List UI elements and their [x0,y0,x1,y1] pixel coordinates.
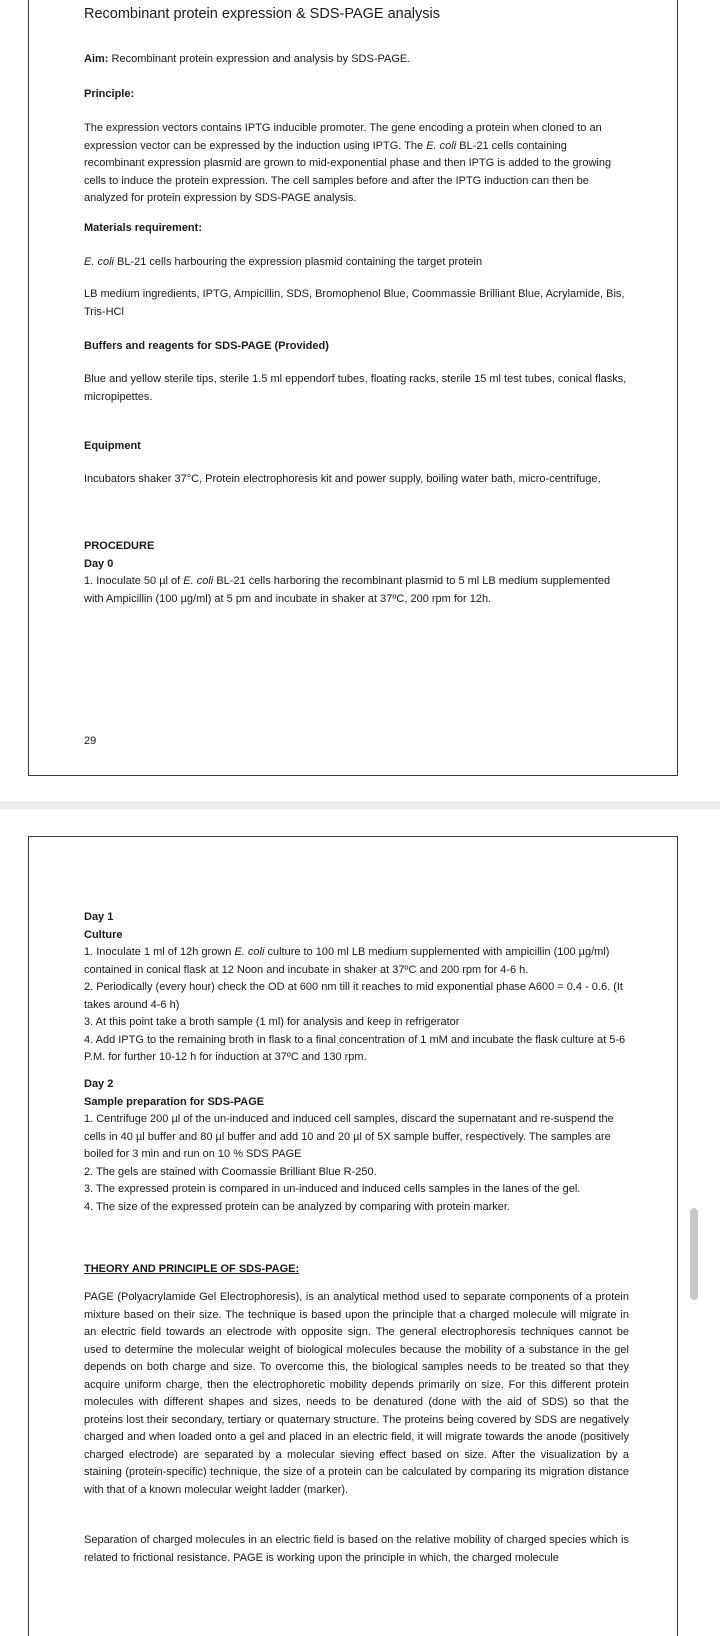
theory-paragraph-2: Separation of charged molecules in an electric field is based on the relative mobility of charged species which is related to frictional resistance. PAGE is working upon the principle in which, the charged molecule [84,1534,629,1564]
sample-prep-heading: Sample preparation for SDS-PAGE [84,1095,265,1108]
aim-line [84,51,629,69]
buffers-text: Blue and yellow sterile tips, sterile 1.5 ml eppendorf tubes, floating racks, sterile 15 ml test tubes, conical flasks, micropipettes. [84,373,627,403]
document-page-2 [28,836,678,1636]
principle-paragraph [84,120,629,208]
prep-step-2: 2. The gels are stained with Coomassie Brilliant Blue R-250. [84,1165,377,1178]
page-title: Recombinant protein expression & SDS-PAGE analysis [84,6,440,22]
theory-paragraph-1: PAGE (Polyacrylamide Gel Electrophoresis), is an analytical method used to separate components of a protein mixture based on their size. The technique is based upon the principle that a charged molecule will migrate in an electric field towards an electrode with opposite sign. The general electrophoresis techniques cannot be used to determine the molecular weight of biological molecules because the mobility of a substance in the gel depends on both charge and size. To overcome this, the biological samples needs to be treated so that they acquire uniform charge, then the electrophoretic mobility depends primarily on size. For this different protein molecules with different shapes and sizes, needs to be denatured (done with the aid of SDS) so that the proteins lost their secondary, tertiary or quaternary structure. The proteins being covered by SDS are negatively charged and when loaded onto a gel and placed in an electric field, it will migrate towards the anode (positively charged electrode) are separated by a molecular sieving effect based on size. After the visualization by a staining (protein-specific) technique, the size of a protein can be calculated by comparing its migration distance with that of a known molecular weight ladder (marker). [84,1291,629,1496]
equipment-text: Incubators shaker 37°C, Protein electrophoresis kit and power supply, boiling water bath, micro-centrifuge, [84,473,601,485]
culture-step-1-ecoli: E. coli [234,946,265,958]
materials-line-1 [84,254,629,272]
culture-heading: Culture [84,928,123,941]
page-separator [0,801,720,809]
theory-heading: THEORY AND PRINCIPLE OF SDS-PAGE: [84,1263,300,1275]
culture-step-3: 3. At this point take a broth sample (1 ml) for analysis and keep in refrigerator [84,1016,460,1028]
aim-text: Recombinant protein expression and analysis by SDS-PAGE. [111,53,411,65]
day0-ecoli: E. coli [183,575,214,587]
day2-heading: Day 2 [84,1078,114,1090]
principle-text-b: BL-21 cells containing recombinant expression plasmid are grown to mid-exponential phase and then IPTG is added to the growing cells to induce the protein expression. The cell samples before and after the IPTG induction can then be analyzed for protein expression by SDS-PAGE analysis. [84,139,612,204]
culture-step-1 [84,944,629,979]
buffers-heading: Buffers and reagents for SDS-PAGE (Provided) [84,340,329,352]
page-number: 29 [84,735,97,747]
culture-step-4: 4. Add IPTG to the remaining broth in flask to a final concentration of 1 mM and incubate the flask culture at 5-6 P.M. for further 10-12 h for induction at 37ºC and 130 rpm. [84,1033,626,1063]
culture-step-1-text-a: 1. Inoculate 1 ml of 12h grown [84,946,235,958]
prep-step-1: 1. Centrifuge 200 µl of the un-induced and induced cell samples, discard the supernatant and re-suspend the cells in 40 µl buffer and 80 µl buffer and add 10 and 20 µl of 5X sample buffer, respectively. The samples are boiled for 3 min and run on 10 % SDS PAGE [84,1113,614,1160]
aim-label: Aim: [84,53,109,65]
procedure-heading: PROCEDURE [84,540,155,552]
materials-ecoli: E. coli [84,256,114,268]
principle-ecoli: E. coli [426,139,457,152]
prep-step-4: 4. The size of the expressed protein can be analyzed by comparing with protein marker. [84,1200,510,1213]
materials-line-1-text: BL-21 cells harbouring the expression plasmid containing the target protein [113,256,483,268]
materials-heading: Materials requirement: [84,222,202,234]
day0-text-a: 1. Inoculate 50 µl of [84,575,184,587]
day0-heading: Day 0 [84,557,114,570]
culture-step-1-text-b: culture to 100 ml LB medium supplemented with ampicillin (100 µg/ml) contained in conical flask at 12 Noon and incubate in shaker at 37ºC and 200 rpm for 4-6 h. [84,946,610,976]
materials-line-2: LB medium ingredients, IPTG, Ampicillin, SDS, Bromophenol Blue, Coommassie Brilliant Blue, Acrylamide, Bis, Tris-HCl [84,288,625,318]
day0-text-b: BL-21 cells harboring the recombinant plasmid to 5 ml LB medium supplemented with Ampicillin (100 µg/ml) at 5 pm and incubate in shaker at 37ºC, 200 rpm for 12h. [84,575,611,605]
principle-heading: Principle: [84,88,135,100]
equipment-heading: Equipment [84,440,141,452]
prep-step-3: 3. The expressed protein is compared in un-induced and induced cells samples in the lanes of the gel. [84,1183,581,1195]
principle-text-a: The expression vectors contains IPTG inducible promoter. The gene encoding a protein when cloned to an expression vector can be expressed by the induction using IPTG. The [84,122,602,152]
day0-step [84,573,629,608]
vertical-scrollbar[interactable] [690,1208,698,1300]
day1-heading: Day 1 [84,911,114,923]
document-page-1 [28,0,678,776]
culture-step-2: 2. Periodically (every hour) check the OD at 600 nm till it reaches to mid exponential phase A600 = 0.4 - 0.6. (It takes around 4-6 h) [84,981,623,1011]
